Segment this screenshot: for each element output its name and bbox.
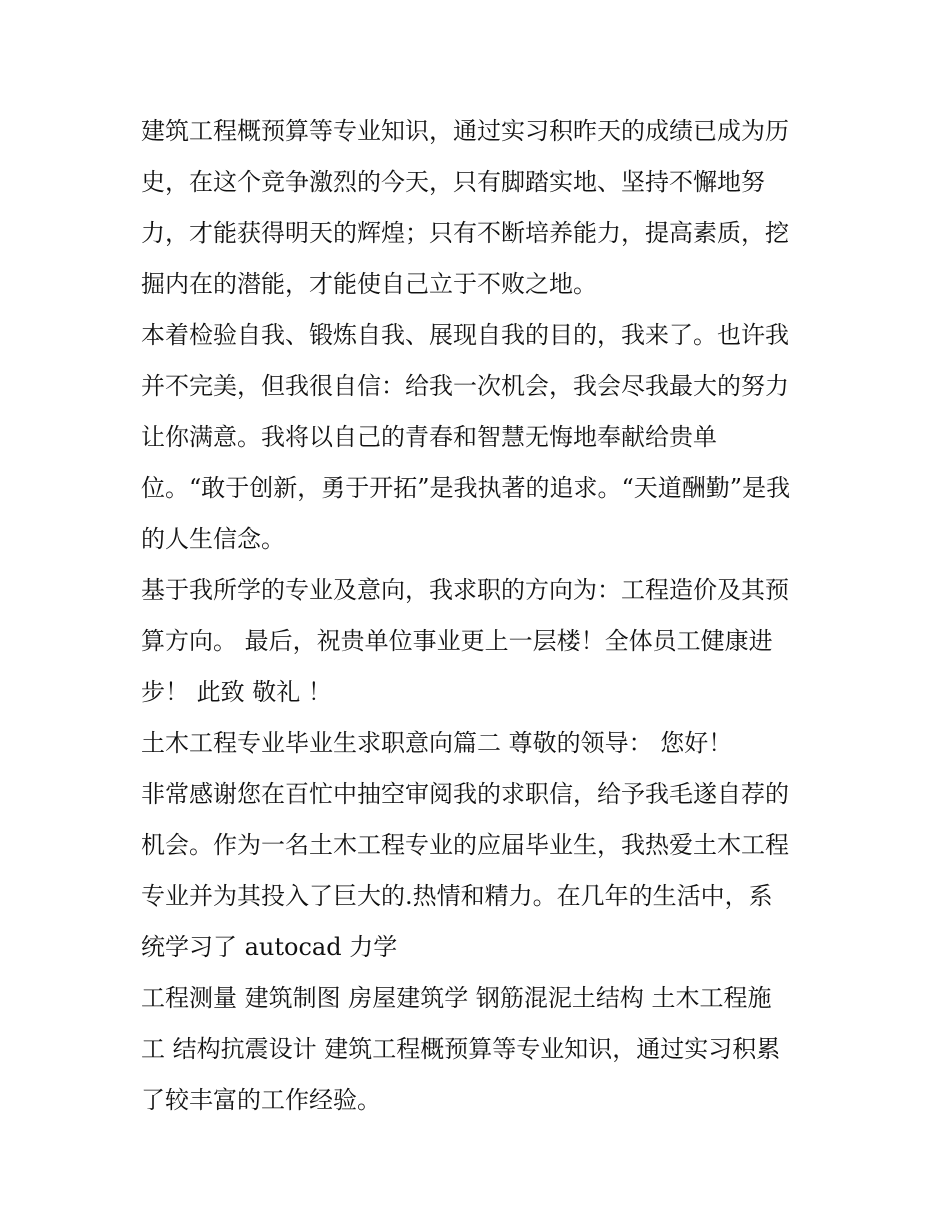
text-line: 专业并为其投入了巨大的.热情和精力。在几年的生活中，系 [141, 882, 773, 910]
text-line: 位。“敢于创新，勇于开拓”是我执著的追求。“天道酬勤”是我 [141, 474, 791, 502]
text-line: 非常感谢您在百忙中抽空审阅我的求职信，给予我毛遂自荐的 [141, 780, 789, 808]
text-line: 力，才能获得明天的辉煌；只有不断培养能力，提高素质，挖 [141, 219, 789, 247]
text-line: 工程测量 建筑制图 房屋建筑学 钢筋混泥土结构 土木工程施 [141, 984, 772, 1012]
body-text [141, 106, 821, 1126]
text-line: 步！ 此致 敬礼 ！ [141, 678, 332, 706]
text-line: 土木工程专业毕业生求职意向篇二 尊敬的领导： 您好！ [141, 729, 733, 757]
text-line: 算方向。 最后，祝贵单位事业更上一层楼！全体员工健康进 [141, 627, 773, 655]
text-line: 统学习了 autocad 力学 [141, 933, 398, 961]
text-line: 了较丰富的工作经验。 [141, 1086, 381, 1114]
text-line: 并不完美，但我很自信：给我一次机会，我会尽我最大的努力 [141, 372, 789, 400]
text-line: 的人生信念。 [141, 525, 285, 553]
text-line: 基于我所学的专业及意向，我求职的方向为：工程造价及其预 [141, 576, 789, 604]
text-line: 建筑工程概预算等专业知识，通过实习积昨天的成绩已成为历 [141, 117, 789, 145]
text-line: 工 结构抗震设计 建筑工程概预算等专业知识，通过实习积累 [141, 1035, 781, 1063]
text-line: 机会。作为一名土木工程专业的应届毕业生，我热爱土木工程 [141, 831, 789, 859]
text-line: 本着检验自我、锻炼自我、展现自我的目的，我来了。也许我 [141, 321, 789, 349]
text-line: 让你满意。我将以自己的青春和智慧无悔地奉献给贵单 [141, 423, 717, 451]
text-line: 掘内在的潜能，才能使自己立于不败之地。 [141, 270, 597, 298]
text-line: 史，在这个竞争激烈的今天，只有脚踏实地、坚持不懈地努 [141, 168, 765, 196]
